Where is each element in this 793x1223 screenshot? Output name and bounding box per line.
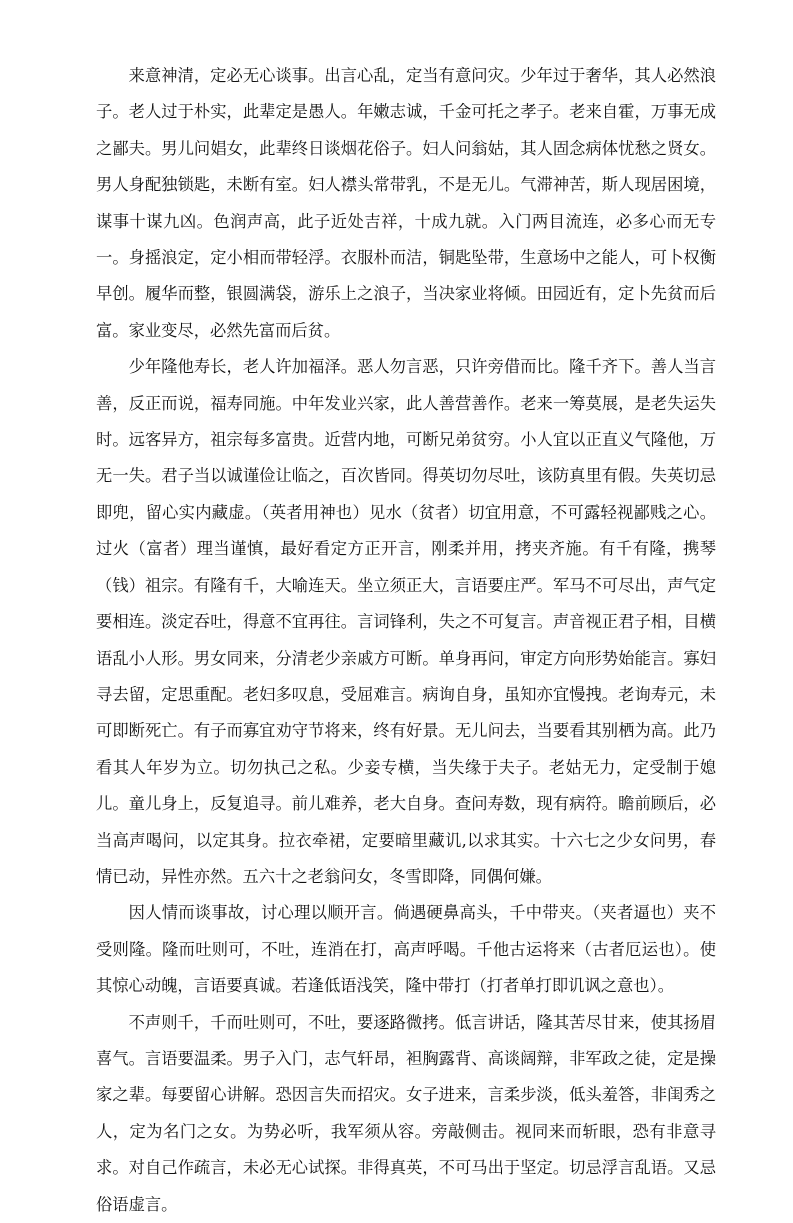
paragraph-3: 因人情而谈事故，讨心理以顺开言。倘遇硬鼻高头，千中带夹。（夹者逼也）夹不受则隆。隆而吐则可，不吐，连消在打，高声呼喝。千他古运将来（古者厄运也）。使其惊心动魄，言语要真诚。若逢低语浅笑，隆中带打（打者单打即讥讽之意也）。: [96, 903, 716, 996]
paragraph-1: 来意神清，定必无心谈事。出言心乱，定当有意问灾。少年过于奢华，其人必然浪子。老人过于朴实，此辈定是愚人。年嫩志诚，千金可托之孝子。老来自霍，万事无成之鄙夫。男儿问娼女，此辈终日谈烟花俗子。妇人问翁姑，其人固念病体忧愁之贤女。男人身配独锁匙，未断有室。妇人襟头常带乳，不是无儿。气滞神苦，斯人现居困境，谋事十谋九凶。色润声高，此子近处吉祥，十成九就。入门两目流连，必多心而无专一。身摇浪定，定小相而带轻浮。衣服朴而洁，铜匙坠带，生意场中之能人，可卜权衡早创。履华而整，银圆满袋，游乐上之浪子，当决家业将倾。田园近有，定卜先贫而后富。家业变尽，必然先富而后贫。: [96, 66, 716, 340]
document-page: [96, 58, 716, 1223]
paragraph-2: 少年隆他寿长，老人许加福泽。恶人勿言恶，只许旁借而比。隆千齐下。善人当言善，反正而说，福寿同施。中年发业兴家，此人善营善作。老来一筹莫展，是老失运失时。远客异方，祖宗每多富贵。近营内地，可断兄弟贫穷。小人宜以正直义气隆他，万无一失。君子当以诚谨俭让临之，百次皆同。得英切勿尽吐，该防真里有假。失英切忌即兜，留心实内藏虚。（英者用神也）见水（贫者）切宜用意，不可露轻视鄙贱之心。过火（富者）理当谨慎，最好看定方正开言，刚柔并用，拷夹齐施。有千有隆，携琴（钱）祖宗。有隆有千，大喻连天。坐立须正大，言语要庄严。军马不可尽出，声气定要相连。淡定吞吐，得意不宜再往。言词锋利，失之不可复言。声音视正君子相，目横语乱小人形。男女同来，分清老少亲戚方可断。单身再问，审定方向形势始能言。寡妇寻去留，定思重配。老妇多叹息，受屈难言。病询自身，虽知亦宜慢拽。老询寿元，未可即断死亡。有子而寡宜劝守节将来，终有好景。无儿问去，当要看其别栖为高。此乃看其人年岁为立。切勿执己之私。少妾专横，当失缘于夫子。老姑无力，定受制于媳儿。童儿身上，反复追寻。前儿难养，老大自身。查问寿数，现有病符。瞻前顾后，必当高声喝问，以定其身。拉衣牵裙，定要暗里藏讥,以求其实。十六七之少女问男，春情已动，异性亦然。五六十之老翁问女，冬雪即降，同偶何嫌。: [96, 357, 716, 886]
paragraph-4: 不声则千，千而吐则可，不吐，要逐路微拷。低言讲话，隆其苦尽甘来，使其扬眉喜气。言语要温柔。男子入门，志气轩昂，袒胸露背、高谈阔辩，非军政之徒，定是操家之辈。每要留心讲解。恐因言失而招灾。女子进来，言柔步淡，低头羞答，非闺秀之人，定为名门之女。为势必听，我军须从容。旁敲侧击。视同来而斩眼，恐有非意寻求。对自己作疏言，未必无心试探。非得真英，不可马出于坚定。切忌浮言乱语。又忌俗语虚言。: [96, 1012, 716, 1214]
